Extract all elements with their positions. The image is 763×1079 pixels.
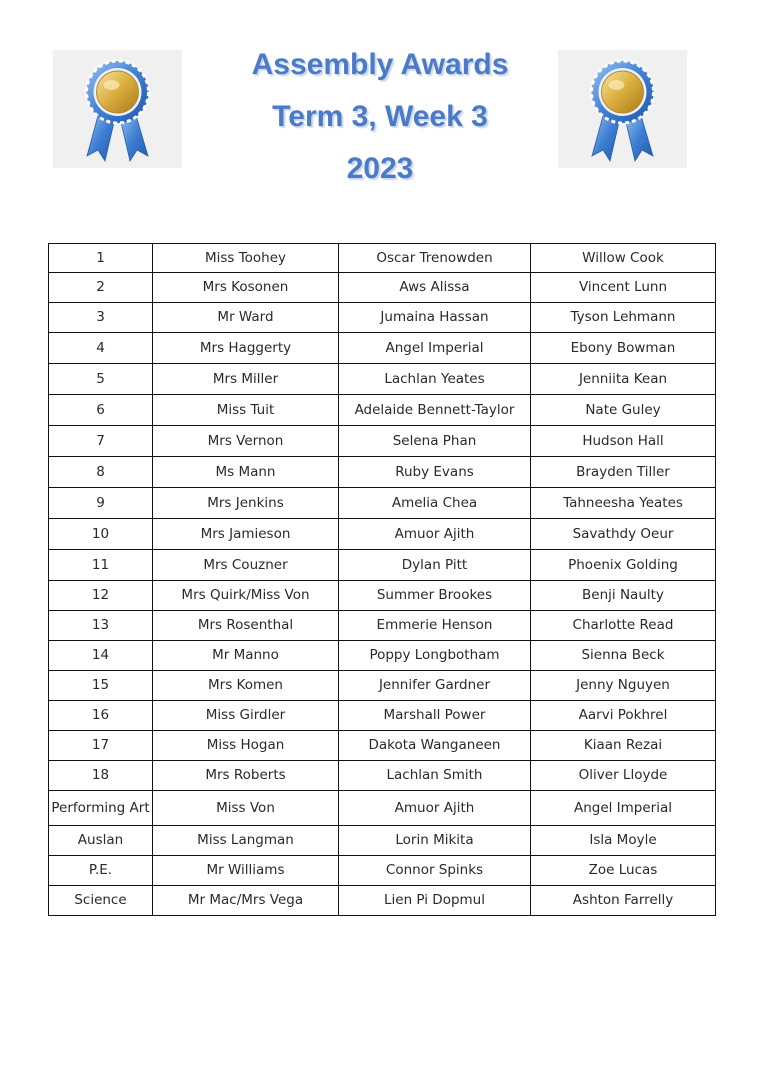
student-award-cell: Aws Alissa <box>339 273 531 303</box>
page-year: 2023 <box>346 152 414 185</box>
student-award-cell: Connor Spinks <box>339 856 531 886</box>
table-row <box>49 886 716 916</box>
teacher-cell: Mrs Quirk/Miss Von <box>153 581 339 611</box>
student-award-cell: Brayden Tiller <box>531 457 716 488</box>
student-award-cell: Jumaina Hassan <box>339 303 531 333</box>
student-award-cell: Sienna Beck <box>531 641 716 671</box>
class-cell: 14 <box>49 641 153 671</box>
student-award-cell: Ashton Farrelly <box>531 886 716 916</box>
student-award-cell: Savathdy Oeur <box>531 519 716 550</box>
table-row <box>49 303 716 333</box>
class-cell: 13 <box>49 611 153 641</box>
class-cell: 10 <box>49 519 153 550</box>
class-cell: 11 <box>49 550 153 581</box>
teacher-cell: Mrs Vernon <box>153 426 339 457</box>
award-ribbon-icon <box>558 50 687 168</box>
table-row <box>49 333 716 364</box>
class-cell: 18 <box>49 761 153 791</box>
class-cell: Auslan <box>49 826 153 856</box>
teacher-cell: Mrs Jenkins <box>153 488 339 519</box>
class-cell: 17 <box>49 731 153 761</box>
student-award-cell: Tahneesha Yeates <box>531 488 716 519</box>
table-row <box>49 856 716 886</box>
table-row <box>49 761 716 791</box>
student-award-cell: Ruby Evans <box>339 457 531 488</box>
student-award-cell: Benji Naulty <box>531 581 716 611</box>
student-award-cell: Lorin Mikita <box>339 826 531 856</box>
class-cell: Performing Art <box>49 791 153 826</box>
class-cell: Science <box>49 886 153 916</box>
student-award-cell: Amuor Ajith <box>339 791 531 826</box>
class-cell: 15 <box>49 671 153 701</box>
class-cell: 2 <box>49 273 153 303</box>
teacher-cell: Mrs Couzner <box>153 550 339 581</box>
class-cell: 3 <box>49 303 153 333</box>
table-row <box>49 701 716 731</box>
table-row <box>49 426 716 457</box>
table-row <box>49 488 716 519</box>
student-award-cell: Lien Pi Dopmul <box>339 886 531 916</box>
table-row <box>49 731 716 761</box>
class-cell: 4 <box>49 333 153 364</box>
class-cell: 16 <box>49 701 153 731</box>
teacher-cell: Mrs Komen <box>153 671 339 701</box>
table-row <box>49 364 716 395</box>
class-cell: 1 <box>49 244 153 273</box>
student-award-cell: Oliver Lloyde <box>531 761 716 791</box>
student-award-cell: Marshall Power <box>339 701 531 731</box>
student-award-cell: Lachlan Smith <box>339 761 531 791</box>
student-award-cell: Adelaide Bennett-Taylor <box>339 395 531 426</box>
table-row <box>49 581 716 611</box>
teacher-cell: Mrs Miller <box>153 364 339 395</box>
student-award-cell: Jennifer Gardner <box>339 671 531 701</box>
student-award-cell: Amelia Chea <box>339 488 531 519</box>
table-row <box>49 791 716 826</box>
teacher-cell: Mr Manno <box>153 641 339 671</box>
student-award-cell: Zoe Lucas <box>531 856 716 886</box>
class-cell: 5 <box>49 364 153 395</box>
class-cell: 7 <box>49 426 153 457</box>
teacher-cell: Ms Mann <box>153 457 339 488</box>
student-award-cell: Phoenix Golding <box>531 550 716 581</box>
page-title: Assembly Awards <box>251 48 509 81</box>
student-award-cell: Summer Brookes <box>339 581 531 611</box>
table-row <box>49 611 716 641</box>
teacher-cell: Mrs Kosonen <box>153 273 339 303</box>
student-award-cell: Emmerie Henson <box>339 611 531 641</box>
table-row <box>49 641 716 671</box>
student-award-cell: Ebony Bowman <box>531 333 716 364</box>
table-row <box>49 395 716 426</box>
student-award-cell: Jenny Nguyen <box>531 671 716 701</box>
class-cell: 8 <box>49 457 153 488</box>
student-award-cell: Nate Guley <box>531 395 716 426</box>
student-award-cell: Isla Moyle <box>531 826 716 856</box>
student-award-cell: Hudson Hall <box>531 426 716 457</box>
class-cell: 6 <box>49 395 153 426</box>
table-row <box>49 273 716 303</box>
student-award-cell: Lachlan Yeates <box>339 364 531 395</box>
student-award-cell: Angel Imperial <box>531 791 716 826</box>
teacher-cell: Mrs Haggerty <box>153 333 339 364</box>
awards-table-body <box>49 244 716 916</box>
teacher-cell: Miss Hogan <box>153 731 339 761</box>
teacher-cell: Mrs Rosenthal <box>153 611 339 641</box>
teacher-cell: Miss Von <box>153 791 339 826</box>
student-award-cell: Vincent Lunn <box>531 273 716 303</box>
student-award-cell: Charlotte Read <box>531 611 716 641</box>
awards-table <box>48 243 716 916</box>
class-cell: 12 <box>49 581 153 611</box>
teacher-cell: Miss Toohey <box>153 244 339 273</box>
teacher-cell: Mr Williams <box>153 856 339 886</box>
table-row <box>49 244 716 273</box>
teacher-cell: Miss Tuit <box>153 395 339 426</box>
student-award-cell: Willow Cook <box>531 244 716 273</box>
table-row <box>49 550 716 581</box>
table-row <box>49 826 716 856</box>
teacher-cell: Miss Girdler <box>153 701 339 731</box>
class-cell: P.E. <box>49 856 153 886</box>
table-row <box>49 457 716 488</box>
student-award-cell: Angel Imperial <box>339 333 531 364</box>
student-award-cell: Selena Phan <box>339 426 531 457</box>
student-award-cell: Kiaan Rezai <box>531 731 716 761</box>
student-award-cell: Poppy Longbotham <box>339 641 531 671</box>
student-award-cell: Jenniita Kean <box>531 364 716 395</box>
table-row <box>49 671 716 701</box>
student-award-cell: Dylan Pitt <box>339 550 531 581</box>
page-subtitle: Term 3, Week 3 <box>272 100 488 133</box>
student-award-cell: Oscar Trenowden <box>339 244 531 273</box>
table-row <box>49 519 716 550</box>
teacher-cell: Mrs Jamieson <box>153 519 339 550</box>
teacher-cell: Mr Mac/Mrs Vega <box>153 886 339 916</box>
award-ribbon-icon <box>53 50 182 168</box>
class-cell: 9 <box>49 488 153 519</box>
teacher-cell: Miss Langman <box>153 826 339 856</box>
teacher-cell: Mr Ward <box>153 303 339 333</box>
teacher-cell: Mrs Roberts <box>153 761 339 791</box>
student-award-cell: Amuor Ajith <box>339 519 531 550</box>
student-award-cell: Dakota Wanganeen <box>339 731 531 761</box>
student-award-cell: Aarvi Pokhrel <box>531 701 716 731</box>
student-award-cell: Tyson Lehmann <box>531 303 716 333</box>
